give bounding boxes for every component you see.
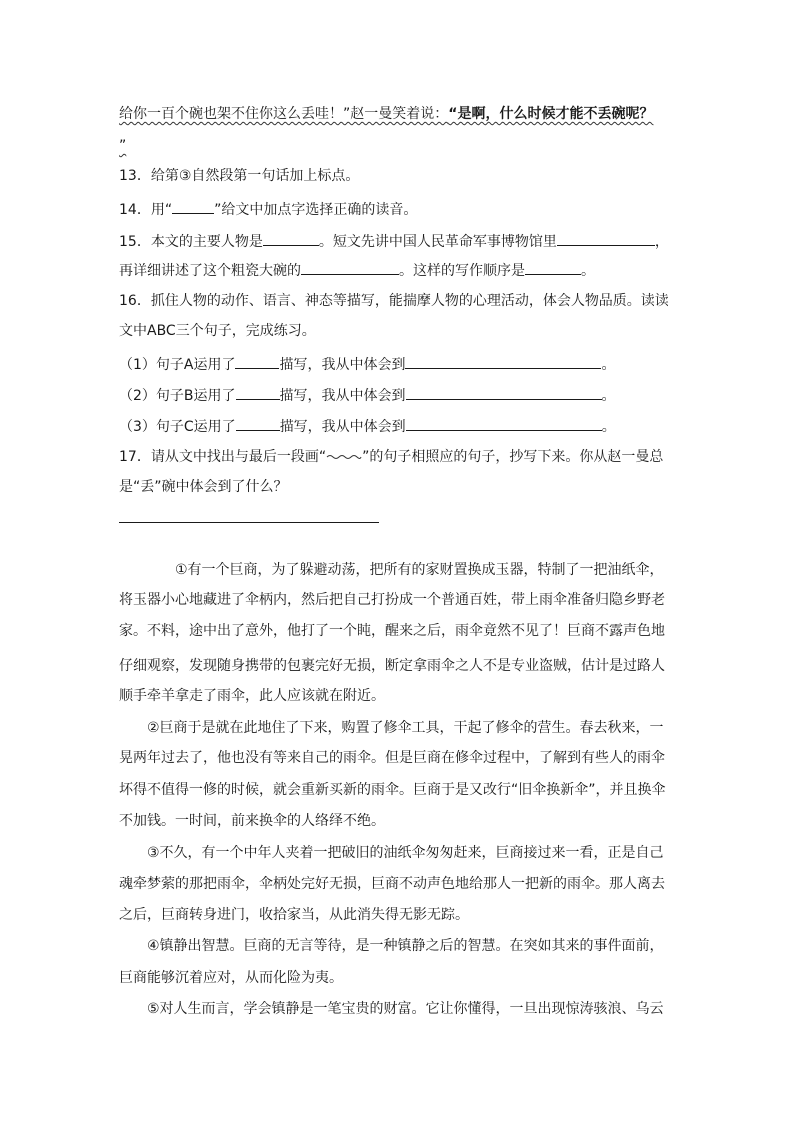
passage-p4-line1: ④镇静出智慧。巨商的无言等待，是一种镇静之后的智慧。在突如其来的事件面前， xyxy=(147,938,664,954)
q16-blank-answer[interactable] xyxy=(406,415,602,431)
question-15-line1 xyxy=(119,230,669,252)
passage-p2-line3: 坏得不值得一修的时候，就会重新买新的雨伞。巨商于是又改行“旧伞换新伞”，并且换伞 xyxy=(119,782,666,798)
q16-item-label: （2）句子B运用了 xyxy=(119,388,236,404)
question-16-item-1 xyxy=(119,353,615,375)
q16-item-end: 。 xyxy=(601,419,616,435)
question-16-line2: 文中ABC三个句子，完成练习。 xyxy=(119,323,316,339)
q16-item-end: 。 xyxy=(601,388,616,404)
question-17-line2: 是“丢”碗中体会到了什么？ xyxy=(119,479,288,495)
passage-p3-line3: 之后，巨商转身进门，收拾家当，从此消失得无影无踪。 xyxy=(119,907,469,923)
passage-p2-line4: 不加钱。一时间，前来换伞的人络绎不绝。 xyxy=(119,813,385,829)
q14-text-a: 14．用“ xyxy=(119,202,173,218)
q16-item-mid: 描写，我从中体会到 xyxy=(279,357,406,373)
q12-text: 给你一百个碗也架不住你这么丢哇！”赵一曼笑着说： xyxy=(119,106,449,122)
q15-blank-1[interactable] xyxy=(263,230,319,246)
passage-p2-line1: ②巨商于是就在此地住了下来，购置了修伞工具，干起了修伞的营生。春去秋来，一 xyxy=(147,720,664,736)
q15-text-c: ， xyxy=(654,234,669,250)
q15-blank-4[interactable] xyxy=(525,259,581,275)
question-13: 13．给第③自然段第一句话加上标点。 xyxy=(119,168,360,184)
passage-p1-line1: ①有一个巨商，为了躲避动荡，把所有的家财置换成玉器，特制了一把油纸伞， xyxy=(175,562,664,578)
question-15-line2 xyxy=(119,259,595,281)
q12-passage-tail xyxy=(119,104,653,124)
q16-blank-type[interactable] xyxy=(236,384,280,400)
q12-bold-quote: “是啊，什么时候才能不丢碗呢？ xyxy=(448,106,654,122)
q15-blank-3[interactable] xyxy=(301,259,399,275)
passage-p5-line1: ⑤对人生而言，学会镇静是一笔宝贵的财富。它让你懂得，一旦出现惊涛骇浪、乌云 xyxy=(147,1001,664,1017)
q15-blank-2[interactable] xyxy=(557,230,655,246)
q17-text-a: 17．请从文中找出与最后一段画“ xyxy=(119,449,327,465)
q16-blank-answer[interactable] xyxy=(405,353,601,369)
q15-text-e: 。这样的写作顺序是 xyxy=(399,263,525,279)
question-16-item-2 xyxy=(119,384,616,406)
q16-blank-type[interactable] xyxy=(235,353,279,369)
passage-p1-line5: 顺手牵羊拿走了雨伞，此人应该就在附近。 xyxy=(119,688,385,704)
passage-p1-line4: 仔细观察，发现随身携带的包裹完好无损，断定拿雨伞之人不是专业盗贼，估计是过路人 xyxy=(119,658,665,674)
q12-closing-quote: ” xyxy=(119,138,127,154)
passage-p1-line3: 家。不料，途中出了意外，他打了一个盹，醒来之后，雨伞竟然不见了！巨商不露声色地 xyxy=(119,623,665,639)
q15-text-b: 。短文先讲中国人民革命军事博物馆里 xyxy=(318,234,557,250)
q16-blank-answer[interactable] xyxy=(406,384,602,400)
q17-text-b: ”的句子相照应的句子，抄写下来。你从赵一曼总 xyxy=(362,449,664,465)
q14-text-b: ”给文中加点字选择正确的读音。 xyxy=(214,202,418,218)
question-16-line1: 16．抓住人物的动作、语言、神态等描写，能揣摩人物的心理活动，体会人物品质。读读 xyxy=(119,293,669,309)
passage-p4-line2: 巨商能够沉着应对，从而化险为夷。 xyxy=(119,970,343,986)
q16-item-end: 。 xyxy=(601,357,616,373)
answer-line[interactable] xyxy=(119,522,379,523)
q15-text-a: 15．本文的主要人物是 xyxy=(119,234,263,250)
q16-item-mid: 描写，我从中体会到 xyxy=(279,388,406,404)
passage-p2-line2: 晃两年过去了，他也没有等来自己的雨伞。但是巨商在修伞过程中，了解到有些人的雨伞 xyxy=(119,750,665,766)
q16-blank-type[interactable] xyxy=(236,415,280,431)
q15-text-d: 再详细讲述了这个粗瓷大碗的 xyxy=(119,263,301,279)
question-17-line1 xyxy=(119,447,663,467)
q14-blank[interactable] xyxy=(172,198,214,214)
q16-item-label: （3）句子C运用了 xyxy=(119,419,236,435)
wavy-line-icon xyxy=(326,447,362,459)
passage-p3-line2: 魂牵梦萦的那把雨伞，伞柄处完好无损，巨商不动声色地给那人一把新的雨伞。那人离去 xyxy=(119,876,665,892)
passage-p1-line2: 将玉器小心地藏进了伞柄内，然后把自己打扮成一个普通百姓，带上雨伞准备归隐乡野老 xyxy=(119,592,665,608)
question-16-item-3 xyxy=(119,415,616,437)
q16-item-label: （1）句子A运用了 xyxy=(119,357,236,373)
q15-text-f: 。 xyxy=(581,263,595,279)
question-14 xyxy=(119,198,417,220)
passage-p3-line1: ③不久，有一个中年人夹着一把破旧的油纸伞匆匆赶来，巨商接过来一看，正是自己 xyxy=(147,845,664,861)
q16-item-mid: 描写，我从中体会到 xyxy=(279,419,406,435)
